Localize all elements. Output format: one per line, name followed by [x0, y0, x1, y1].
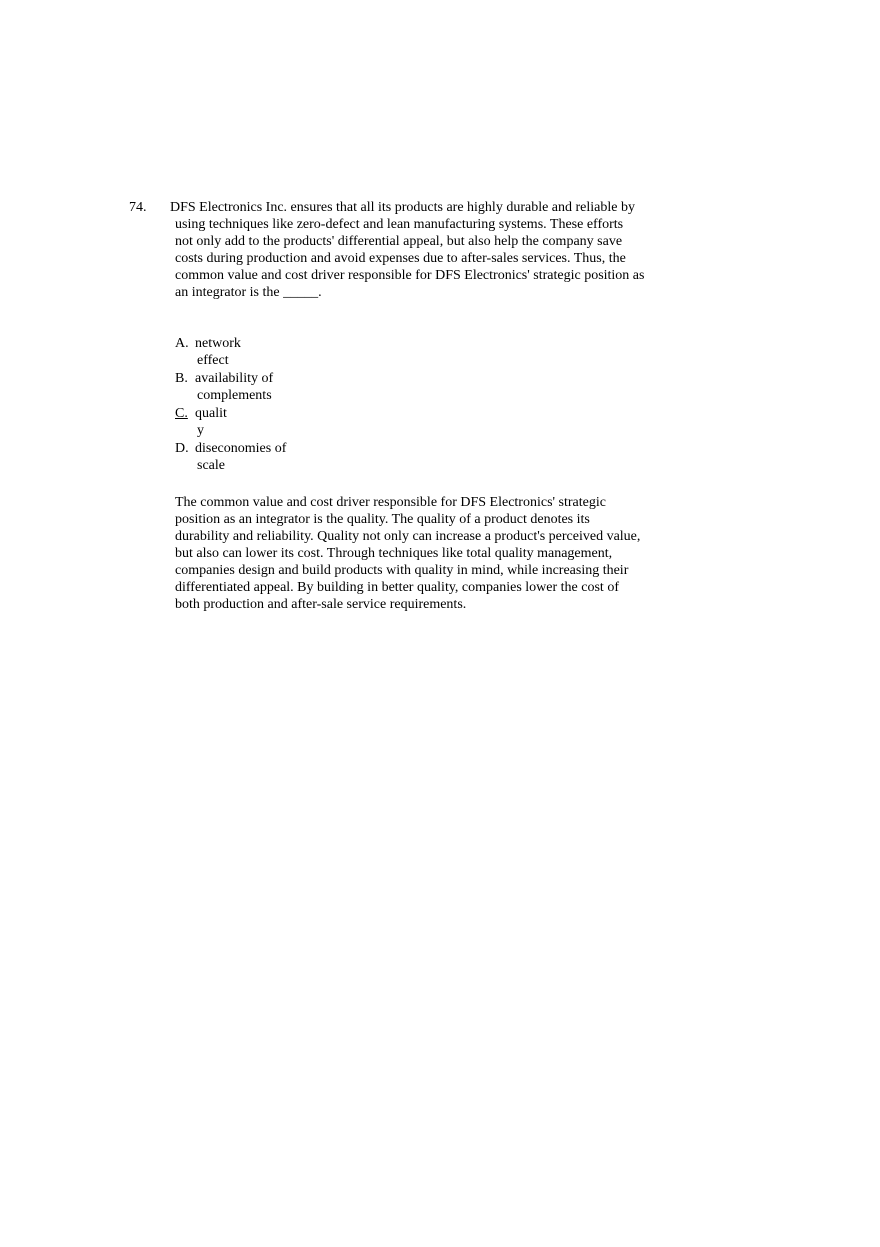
option-letter: C.	[175, 406, 188, 421]
option-text: availability of	[195, 371, 274, 386]
explanation-line: companies design and build products with quality in mind, while increasing their	[175, 563, 629, 578]
option-letter: A.	[175, 336, 189, 351]
option-text-continued: complements	[197, 387, 272, 403]
explanation-line: both production and after-sale service requirements.	[175, 597, 467, 612]
option-letter: D.	[175, 441, 189, 456]
explanation-line: position as an integrator is the quality. The quality of a product denotes its	[175, 512, 590, 527]
question-number: 74.	[129, 200, 147, 215]
question-stem-line: common value and cost driver responsible for DFS Electronics' strategic position as	[175, 268, 645, 283]
option-text-continued: y	[197, 422, 204, 438]
question-stem-line: DFS Electronics Inc. ensures that all its products are highly durable and reliable by	[170, 200, 635, 215]
option-text: diseconomies of	[195, 441, 287, 456]
question-stem-line: costs during production and avoid expenses due to after-sales services. Thus, the	[175, 251, 626, 266]
explanation-line: The common value and cost driver responsible for DFS Electronics' strategic	[175, 495, 606, 510]
answer-options	[175, 336, 286, 476]
explanation-line: but also can lower its cost. Through techniques like total quality management,	[175, 546, 613, 561]
option-text: qualit	[195, 406, 227, 421]
option-text-continued: effect	[197, 352, 229, 368]
explanation-line: differentiated appeal. By building in better quality, companies lower the cost of	[175, 580, 619, 595]
option-text-continued: scale	[197, 457, 225, 473]
question-stem-line: an integrator is the _____.	[175, 285, 322, 300]
option-text: network	[195, 336, 241, 351]
question-stem-line: not only add to the products' differential appeal, but also help the company save	[175, 234, 623, 249]
option-c-correct	[175, 406, 286, 439]
option-letter: B.	[175, 371, 188, 386]
option-a	[175, 336, 286, 369]
question-stem-line: using techniques like zero-defect and lean manufacturing systems. These efforts	[175, 217, 624, 232]
explanation-line: durability and reliability. Quality not only can increase a product's perceived value,	[175, 529, 641, 544]
question-stem	[170, 199, 675, 301]
option-b	[175, 371, 286, 404]
answer-explanation	[175, 494, 675, 613]
option-d	[175, 441, 286, 474]
